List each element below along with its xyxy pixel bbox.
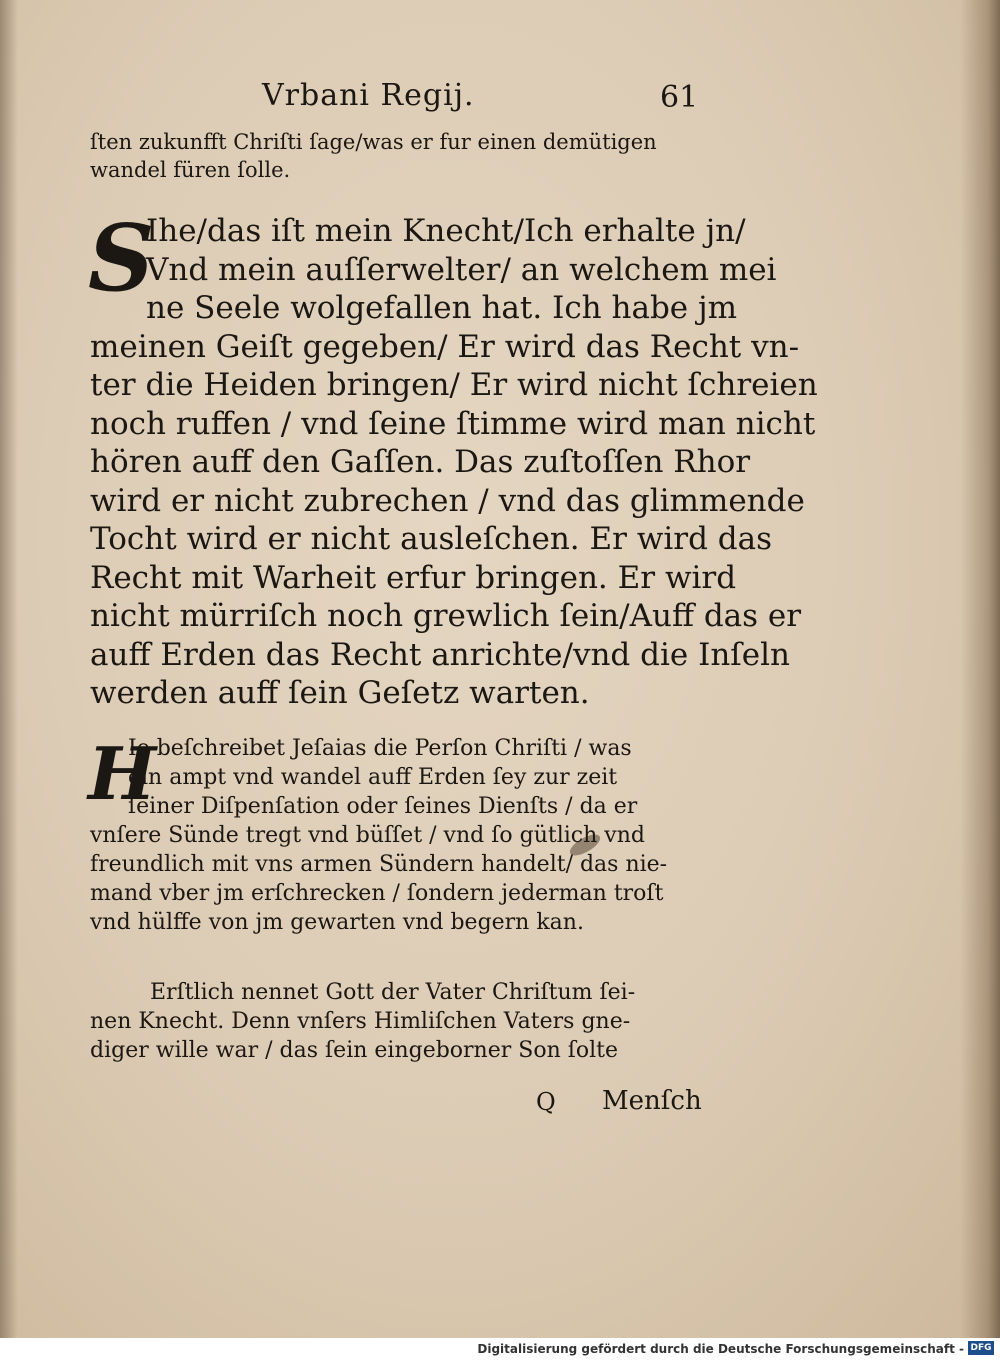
dfg-logo-icon: DFG bbox=[968, 1341, 994, 1355]
text-line: ein ampt vnd wandel auff Erden ſey zur zeit bbox=[128, 765, 618, 790]
scripture-quote bbox=[88, 204, 818, 713]
signature-mark: Q bbox=[536, 1088, 556, 1116]
text-line: wandel füren ſolle. bbox=[90, 158, 291, 182]
text-line: vnſere Sünde tregt vnd büſſet / vnd ſo gütlich vnd bbox=[90, 823, 645, 848]
text-line: nicht mürriſch noch grewlich ſein/Auff das er bbox=[90, 598, 802, 634]
text-line: ſten zukunfft Chriſti ſage/was er fur einen demütigen bbox=[90, 130, 657, 154]
text-line: vnd hülffe von jm gewarten vnd begern kan. bbox=[90, 910, 584, 935]
text-line: ſeiner Diſpenſation oder ſeines Dienſts / da er bbox=[128, 794, 638, 819]
text-line: Ie beſchreibet Jeſaias die Perſon Chriſti / was bbox=[128, 736, 632, 761]
running-head: Vrbani Regij. bbox=[262, 78, 475, 113]
text-line: Erſtlich nennet Gott der Vater Chriſtum ſei- bbox=[150, 980, 636, 1005]
funding-credit: Digitalisierung gefördert durch die Deutsche Forschungsgemeinschaft - bbox=[477, 1342, 964, 1356]
text-line: meinen Geiſt gegeben/ Er wird das Recht vn- bbox=[90, 328, 800, 365]
text-line: diger wille war / das ſein eingeborner Son ſolte bbox=[90, 1038, 619, 1063]
drop-capital: H bbox=[88, 731, 157, 816]
text-line: werden auff ſein Geſetz warten. bbox=[90, 675, 590, 711]
text-line: Tocht wird er nicht ausleſchen. Er wird das bbox=[90, 521, 773, 557]
drop-capital: S bbox=[88, 204, 155, 312]
text-line: freundlich mit vns armen Sündern handelt/ das nie- bbox=[90, 852, 668, 877]
paragraph bbox=[90, 978, 700, 1065]
text-line: ne Seele wolgefallen hat. Ich habe jm bbox=[146, 290, 737, 326]
text-line: mand vber jm erſchrecken / ſondern jederman troſt bbox=[90, 881, 664, 906]
footer-bar bbox=[0, 1338, 1000, 1360]
commentary-text bbox=[88, 731, 700, 937]
page-left-shadow bbox=[0, 0, 18, 1338]
text-line: Ihe/das iſt mein Knecht/Ich erhalte jn/ bbox=[146, 213, 746, 249]
catchword: Menſch bbox=[602, 1086, 702, 1116]
page-gutter-shadow bbox=[960, 0, 1000, 1338]
text-line: Vnd mein auſſerwelter/ an welchem mei bbox=[146, 251, 777, 288]
text-line: ter die Heiden bringen/ Er wird nicht ſchreien bbox=[90, 367, 818, 403]
text-line: noch ruffen / vnd ſeine ſtimme wird man nicht bbox=[90, 405, 816, 442]
text-line: wird er nicht zubrechen / vnd das glimmende bbox=[90, 482, 805, 519]
intro-text bbox=[90, 128, 710, 184]
page-number: 61 bbox=[660, 80, 699, 115]
text-line: auff Erden das Recht anrichte/vnd die Inſeln bbox=[90, 636, 790, 673]
text-line: nen Knecht. Denn vnſers Himliſchen Vaters gne- bbox=[90, 1009, 631, 1034]
text-line: Recht mit Warheit erfur bringen. Er wird bbox=[90, 559, 737, 596]
text-line: hören auff den Gaſſen. Das zuſtoſſen Rhor bbox=[90, 444, 751, 480]
